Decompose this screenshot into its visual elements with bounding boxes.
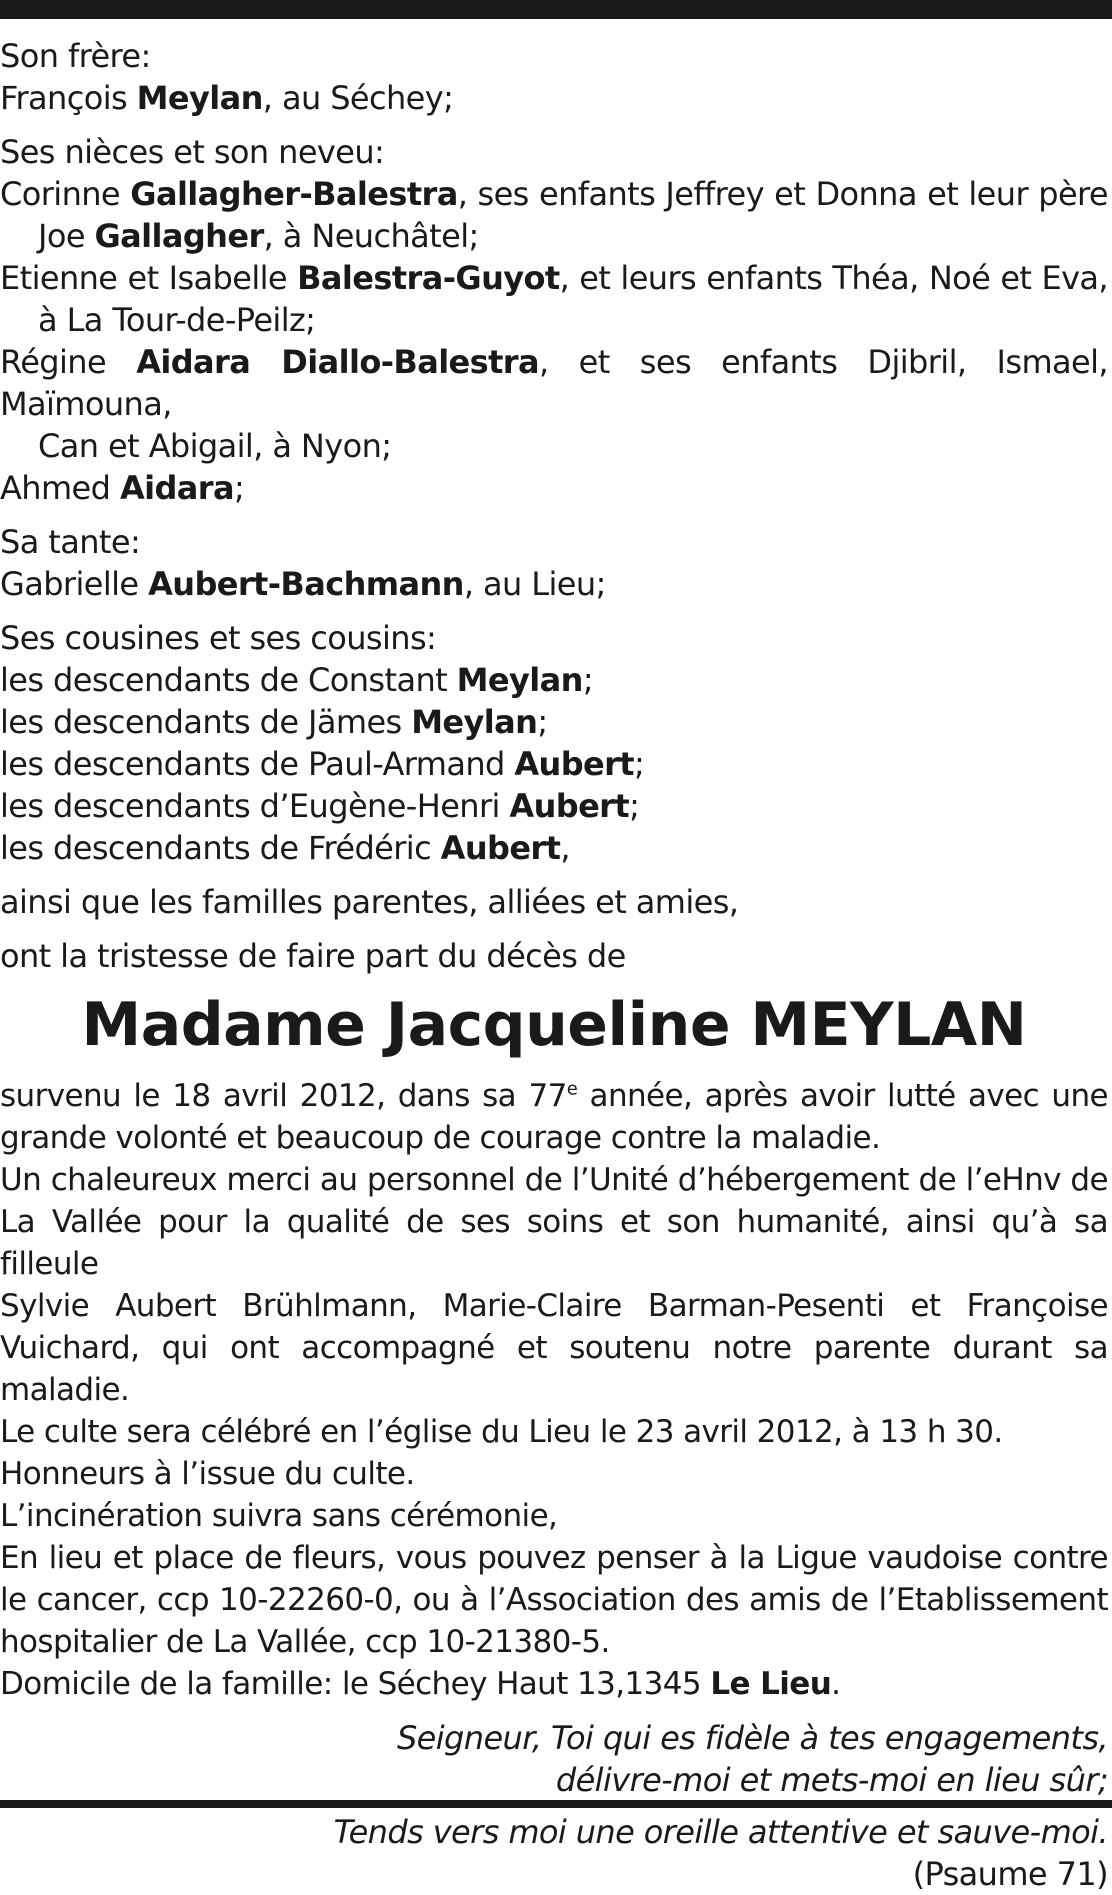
family-line: les descendants de Jämes Meylan;	[0, 703, 548, 741]
place-name: Le Lieu	[710, 1666, 832, 1702]
section-heading: Ses nièces et son neveu:	[0, 133, 385, 171]
body-line: L’incinération suivra sans cérémonie,	[0, 1498, 558, 1534]
body-line: Honneurs à l’issue du culte.	[0, 1456, 415, 1492]
body-line: grande volonté et beaucoup de courage contre la maladie.	[0, 1120, 881, 1156]
family-line: les descendants d’Eugène-Henri Aubert;	[0, 787, 640, 825]
section-nieces	[0, 131, 1108, 509]
family-line: Etienne et Isabelle Balestra-Guyot, et leurs enfants Théa, Noé et Eva,	[0, 259, 1109, 297]
surname: Meylan	[411, 703, 538, 741]
family-line: Régine Aidara Diallo-Balestra, et ses enfants Djibril, Ismael, Maïmouna,	[0, 343, 1108, 423]
family-line: Can et Abigail, à Nyon;	[38, 427, 392, 465]
body-text	[0, 1075, 1108, 1705]
surname: Aubert	[509, 787, 630, 825]
section-heading: Son frère:	[0, 37, 151, 75]
surname: Aubert	[440, 829, 561, 867]
family-line: les descendants de Frédéric Aubert,	[0, 829, 570, 867]
surname: Gallagher	[94, 217, 264, 255]
section-heading: Sa tante:	[0, 523, 141, 561]
body-line: La Vallée pour la qualité de ses soins et son humanité, ainsi qu’à sa filleule	[0, 1204, 1108, 1282]
surname: Balestra-Guyot	[297, 259, 560, 297]
section-brother	[0, 35, 1108, 119]
body-line: Vuichard, qui ont accompagné et soutenu notre parente durant sa maladie.	[0, 1330, 1108, 1408]
top-rule	[0, 0, 1112, 19]
body-line: le cancer, ccp 10-22260-0, ou à l’Association des amis de l’Etablissement	[0, 1582, 1108, 1618]
surname: Aubert-Bachmann	[148, 565, 464, 603]
family-line: Gabrielle Aubert-Bachmann, au Lieu;	[0, 565, 606, 603]
family-line: les descendants de Paul-Armand Aubert;	[0, 745, 645, 783]
bottom-rule	[0, 1800, 1112, 1808]
family-line: François Meylan, au Séchey;	[0, 79, 454, 117]
body-line: hospitalier de La Vallée, ccp 10-21380-5.	[0, 1624, 610, 1660]
surname: Aidara Diallo-Balestra	[136, 343, 539, 381]
section-families	[0, 881, 1108, 923]
announcement-line: ont la tristesse de faire part du décès de	[0, 937, 626, 975]
psalm-line: délivre-moi et mets-moi en lieu sûr;	[555, 1761, 1108, 1799]
body-line: Sylvie Aubert Brühlmann, Marie-Claire Barman-Pesenti et Françoise	[0, 1288, 1108, 1324]
body-line: Un chaleureux merci au personnel de l’Unité d’hébergement de l’eHnv de	[0, 1162, 1108, 1198]
family-line: Ahmed Aidara;	[0, 469, 245, 507]
psalm-line: Seigneur, Toi qui es fidèle à tes engagements,	[396, 1719, 1108, 1757]
surname: Aidara	[119, 469, 234, 507]
psalm-line: Tends vers moi une oreille attentive et sauve-moi.	[333, 1813, 1108, 1851]
body-line: Domicile de la famille: le Séchey Haut 13,1345 Le Lieu.	[0, 1666, 841, 1702]
body-line: Le culte sera célébré en l’église du Lieu le 23 avril 2012, à 13 h 30.	[0, 1414, 1003, 1450]
obituary-notice	[0, 35, 1108, 1895]
body-line: survenu le 18 avril 2012, dans sa 77e année, après avoir lutté avec une	[0, 1078, 1108, 1114]
section-aunt	[0, 521, 1108, 605]
surname: Gallagher-Balestra	[130, 175, 458, 213]
section-heading: Ses cousines et ses cousins:	[0, 619, 437, 657]
family-line: à La Tour-de-Peilz;	[38, 301, 316, 339]
family-line: Joe Gallagher, à Neuchâtel;	[38, 217, 479, 255]
surname: Meylan	[456, 661, 583, 699]
psalm-reference: (Psaume 71)	[912, 1855, 1108, 1893]
deceased-name: Madame Jacqueline MEYLAN	[81, 990, 1027, 1060]
surname: Meylan	[136, 79, 263, 117]
surname: Aubert	[514, 745, 634, 783]
body-line: En lieu et place de fleurs, vous pouvez penser à la Ligue vaudoise contre	[0, 1540, 1108, 1576]
family-line: les descendants de Constant Meylan;	[0, 661, 594, 699]
section-announcement	[0, 935, 1108, 977]
family-line: Corinne Gallagher-Balestra, ses enfants Jeffrey et Donna et leur père	[0, 175, 1108, 213]
section-cousins	[0, 617, 1108, 869]
families-line: ainsi que les familles parentes, alliées et amies,	[0, 883, 739, 921]
